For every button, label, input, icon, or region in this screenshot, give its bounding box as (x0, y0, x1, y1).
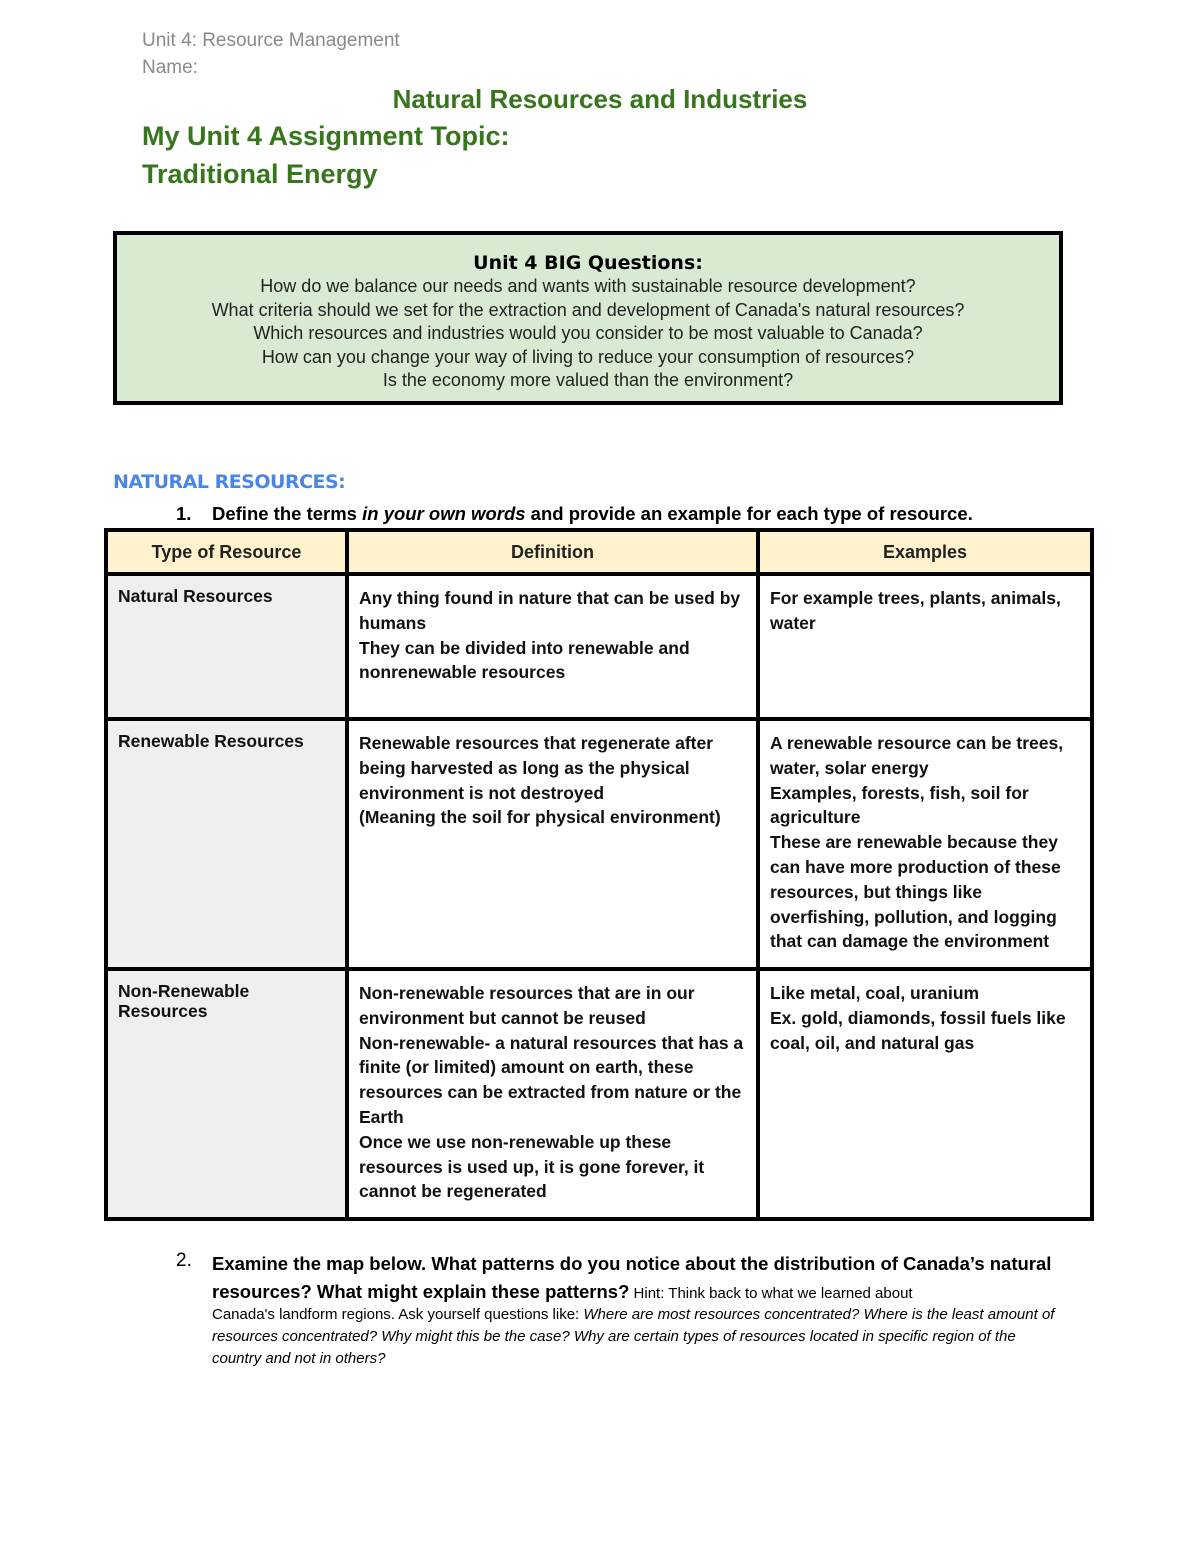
definition-text: Non-renewable- a natural resources that has a finite (or limited) amount on earth, these resources can be extracted from nature or the Earth (359, 1032, 744, 1127)
resources-table (104, 528, 1094, 1221)
examples-text: Like metal, coal, uranium (770, 983, 980, 1003)
assignment-topic-label: My Unit 4 Assignment Topic: (142, 121, 510, 151)
big-question: What criteria should we set for the extraction and development of Canada's natural resources? (211, 299, 965, 320)
big-question: Which resources and industries would you consider to be most valuable to Canada? (253, 323, 923, 343)
type-text: Non-Renewable Resources (118, 981, 250, 1021)
examples-cell[interactable] (758, 719, 1092, 969)
type-text: Renewable Resources (118, 731, 304, 751)
question-text: Examine the map below. What patterns do you notice about the distribution of Canada’s natural resources? What might explain these patterns? (212, 1253, 1052, 1302)
hint-plain: Canada's landform regions. Ask yourself questions like: (212, 1306, 584, 1323)
examples-cell[interactable] (758, 969, 1092, 1219)
definition-text: (Meaning the soil for physical environment) (359, 807, 721, 828)
type-cell[interactable] (106, 719, 347, 969)
definition-cell[interactable] (347, 969, 758, 1219)
assignment-topic-value: Traditional Energy (142, 159, 378, 189)
column-header-definition: Definition (347, 530, 758, 574)
definition-cell[interactable] (347, 719, 758, 969)
question-number: 2. (176, 1250, 192, 1271)
type-text: Natural Resources (118, 586, 273, 606)
examples-cell[interactable] (758, 574, 1092, 719)
question-text-italic: in your own words (362, 503, 526, 524)
examples-text: A renewable resource can be trees, water, solar energy (770, 733, 1064, 778)
section-heading: NATURAL RESOURCES: (113, 471, 346, 493)
definition-text: Non-renewable resources that are in our environment but cannot be reused (359, 983, 695, 1028)
table-row (106, 719, 1092, 969)
question-text: Define the terms (212, 503, 363, 524)
question-1 (176, 503, 973, 525)
big-question: How do we balance our needs and wants with sustainable resource development? (260, 276, 916, 296)
big-question: How can you change your way of living to reduce your consumption of resources? (261, 346, 915, 367)
column-header-examples: Examples (758, 530, 1092, 574)
definition-text: Any thing found in nature that can be used by humans (359, 588, 741, 633)
definition-text: Once we use non-renewable up these resources is used up, it is gone forever, it cannot be regenerated (359, 1131, 705, 1202)
name-label: Name: (142, 57, 198, 78)
question-number: 1. (176, 503, 192, 524)
definition-text: They can be divided into renewable and nonrenewable resources (359, 637, 690, 683)
definition-cell[interactable] (347, 574, 758, 719)
hint-label: Hint: Think back to what we learned about (629, 1285, 913, 1302)
big-questions-title: Unit 4 BIG Questions: (473, 252, 703, 274)
type-cell[interactable] (106, 969, 347, 1219)
unit-label: Unit 4: Resource Management (142, 30, 400, 51)
hint-italic: Where are most resources concentrated? Where is the least amount of resources concentrated? Why might this be the case? Why are certain types of resources located in specific region of the country and not in others? (212, 1306, 1055, 1367)
table-header-row (106, 530, 1092, 574)
column-header-type: Type of Resource (106, 530, 347, 574)
page-title: Natural Resources and Industries (392, 84, 808, 114)
question-2 (176, 1250, 1056, 1370)
big-questions-box (113, 231, 1063, 405)
definition-text: Renewable resources that regenerate after being harvested as long as the physical environment is not destroyed (359, 733, 714, 803)
hint-text (212, 1304, 1056, 1370)
question-text: and provide an example for each type of resource. (525, 503, 973, 524)
examples-text: These are renewable because they can have more production of these resources, but things like overfishing, pollution, and logging that can damage the environment (770, 832, 1061, 952)
type-cell[interactable] (106, 574, 347, 719)
big-question: Is the economy more valued than the environment? (382, 370, 794, 390)
table-row (106, 574, 1092, 719)
examples-text: For example trees, plants, animals, water (770, 588, 1061, 633)
examples-text: Ex. gold, diamonds, fossil fuels like coal, oil, and natural gas (770, 1007, 1066, 1053)
examples-text: Examples, forests, fish, soil for agriculture (770, 782, 1029, 828)
table-row (106, 969, 1092, 1219)
